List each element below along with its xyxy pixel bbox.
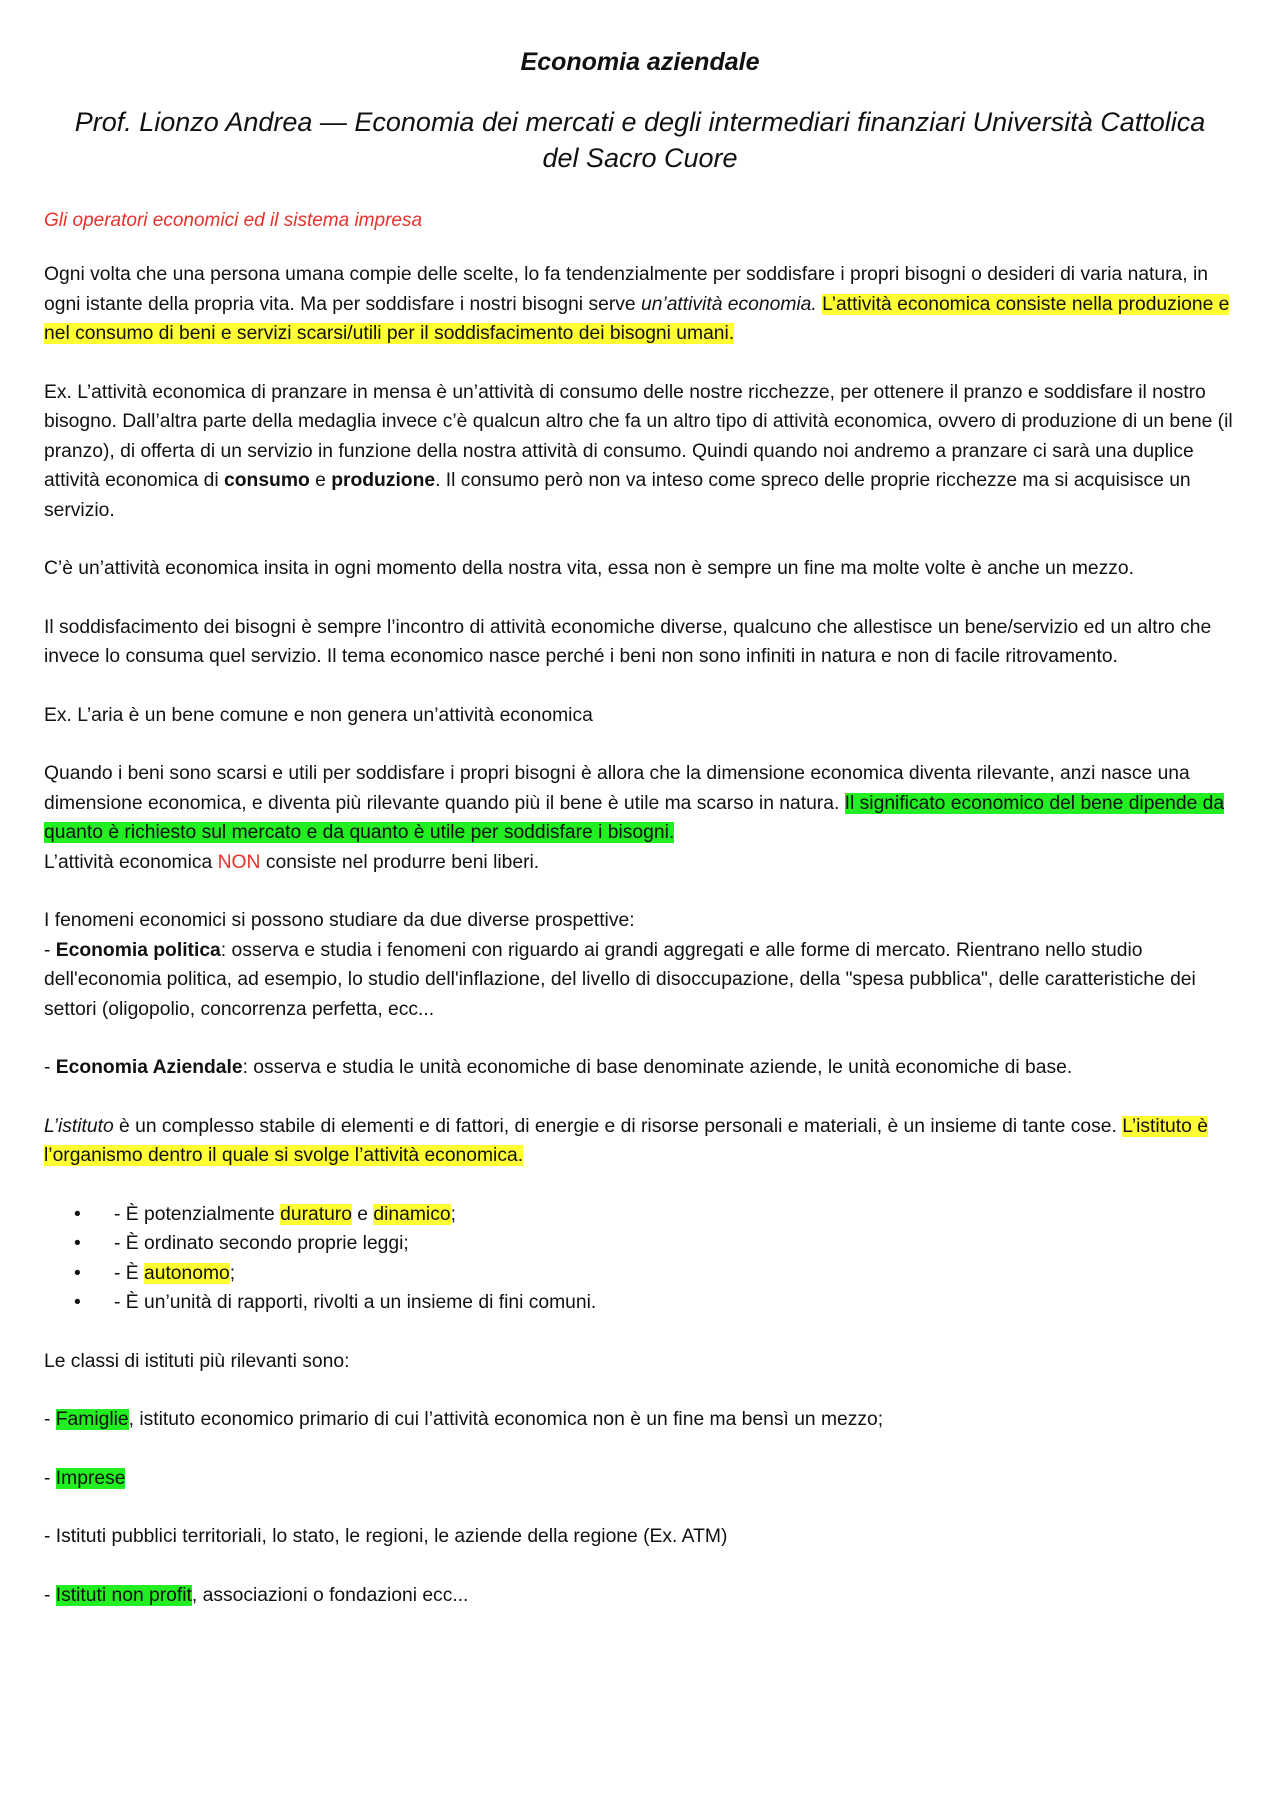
text: . Il consumo però non va inteso come spreco delle proprie ricchezze ma si acquisisce un servizio.	[44, 470, 1191, 521]
class-item-istituti-pubblici	[44, 1522, 1236, 1552]
highlight-yellow: autonomo	[144, 1262, 230, 1284]
bold-text: consumo	[224, 470, 310, 491]
class-item-imprese	[44, 1464, 1236, 1494]
list-item	[74, 1288, 1236, 1318]
bold-text: Economia politica	[55, 939, 221, 961]
text: -	[44, 1409, 56, 1430]
section-heading: Gli operatori economici ed il sistema impresa	[44, 210, 423, 231]
text: - È	[114, 1262, 144, 1284]
list-item	[74, 1200, 1236, 1230]
bullet-icon: •	[74, 1233, 81, 1254]
text: I fenomeni economici si possono studiare da due diverse prospettive:	[44, 910, 635, 931]
text: : osserva e studia le unità economiche di base denominate aziende, le unità economiche di base.	[242, 1057, 1073, 1078]
text: -	[44, 1057, 56, 1078]
bold-text: produzione	[331, 470, 436, 491]
text: e	[309, 470, 332, 491]
bullet-icon: •	[74, 1292, 81, 1313]
document-subtitle: Prof. Lionzo Andrea — Economia dei mercati e degli intermediari finanziari Università Cattolica del Sacro Cuore	[74, 107, 1206, 173]
bold-text: Economia Aziendale	[55, 1057, 243, 1078]
text: , associazioni o fondazioni ecc...	[191, 1584, 469, 1606]
text: -	[44, 939, 56, 961]
text: - È ordinato secondo proprie leggi;	[114, 1233, 409, 1254]
highlight-yellow: duraturo	[280, 1203, 352, 1225]
class-item-non-profit	[44, 1581, 1236, 1611]
paragraph-economia-aziendale	[44, 1053, 1236, 1083]
text: -	[44, 1467, 56, 1489]
paragraph-intro	[44, 260, 1236, 349]
text: -	[44, 1584, 56, 1606]
text: è un complesso stabile di elementi e di fattori, di energie e di risorse personali e materiali, è un insieme di tante cose.	[113, 1115, 1123, 1137]
istituti-classes	[44, 1347, 1236, 1611]
list-item	[74, 1229, 1236, 1259]
highlight-green: Istituti non profit	[55, 1584, 192, 1606]
highlight-green: Imprese	[55, 1467, 126, 1489]
red-text: NON	[217, 851, 261, 873]
bullet-icon: •	[74, 1262, 81, 1284]
text: Istituti pubblici territoriali, lo stato, le regioni, le aziende della regione (Ex. ATM)	[55, 1526, 728, 1547]
highlight-yellow: L’attività economica consiste nella produzione e nel consumo di beni e servizi scarsi/utili per il soddisfacimento dei bisogni umani.	[44, 293, 1230, 344]
text: Quando i beni sono scarsi e utili per soddisfare i propri bisogni è allora che la dimensione economica diventa rilevante, anzi nasce una dimensione economica, e diventa più rilevante quando più il bene è utile ma scarso in natura.	[44, 763, 1190, 814]
text: , istituto economico primario di cui l’attività economica non è un fine ma bensì un mezzo;	[128, 1409, 884, 1430]
italic-text: L’istituto	[44, 1115, 114, 1137]
text: - È un’unità di rapporti, rivolti a un insieme di fini comuni.	[114, 1292, 597, 1313]
paragraph-prospettive	[44, 906, 1236, 1024]
paragraph-example-mensa	[44, 378, 1236, 526]
text: : osserva e studia i fenomeni con riguardo ai grandi aggregati e alle forme di mercato. Rientrano nello studio dell'economia politica, ad esempio, lo studio dell'inflazione, del livello di disoccupazione, della "spesa pubblica", delle caratteristiche dei settori (oligopolio, concorrenza perfetta, ecc...	[44, 939, 1196, 1020]
paragraph-example-aria: Ex. L’aria è un bene comune e non genera un’attività economica	[44, 704, 593, 726]
list-item	[74, 1259, 1236, 1289]
text: Ogni volta che una persona umana compie delle scelte, lo fa tendenzialmente per soddisfare i propri bisogni o desideri di varia natura, in ogni istante della propria vita. Ma per soddisfare i nostri bisogni serve	[44, 264, 1208, 315]
text: e	[351, 1203, 374, 1225]
highlight-yellow: L’istituto è l’organismo dentro il quale si svolge l’attività economica.	[44, 1115, 1208, 1166]
paragraph-soddisfacimento: Il soddisfacimento dei bisogni è sempre l’incontro di attività economiche diverse, qualcuno che allestisce un bene/servizio ed un altro che invece lo consuma quel servizio. Il tema economico nasce perché i beni non sono infiniti in natura e non di facile ritrovamento.	[44, 616, 1212, 667]
paragraph-attivita-insita: C’è un’attività economica insita in ogni momento della nostra vita, essa non è sempre un fine ma molte volte è anche un mezzo.	[44, 558, 1134, 579]
text: ;	[450, 1203, 456, 1225]
highlight-green: Il significato economico del bene dipende da quanto è richiesto sul mercato e da quanto è utile per soddisfare i bisogni.	[44, 792, 1225, 843]
highlight-yellow: dinamico	[373, 1203, 451, 1225]
text: consiste nel produrre beni liberi.	[260, 851, 540, 873]
text: Ex. L’attività economica di pranzare in mensa è un’attività di consumo delle nostre ricchezze, per ottenere il pranzo e soddisfare il nostro bisogno. Dall’altra parte della medaglia invece c’è qualcun altro che fa un altro tipo di attività economica, ovvero di produzione di un bene (il pranzo), di offerta di un servizio in funzione della nostra attività di consumo. Quindi quando noi andremo a pranzare ci sarà una duplice attività economica di	[44, 381, 1233, 491]
text: ;	[229, 1262, 236, 1284]
text: L’attività economica	[44, 851, 218, 873]
class-item-famiglie	[44, 1405, 1236, 1435]
bullet-icon: •	[74, 1203, 81, 1225]
paragraph-istituto	[44, 1112, 1236, 1171]
istituto-characteristics-list	[44, 1200, 1236, 1318]
document-title: Economia aziendale	[520, 48, 760, 76]
italic-text: un’attività economia.	[640, 293, 817, 315]
classes-intro: Le classi di istituti più rilevanti sono:	[44, 1350, 350, 1372]
highlight-green: Famiglie	[55, 1409, 129, 1430]
text: -	[44, 1526, 56, 1547]
text: - È potenzialmente	[114, 1203, 281, 1225]
paragraph-beni-scarsi	[44, 759, 1236, 877]
